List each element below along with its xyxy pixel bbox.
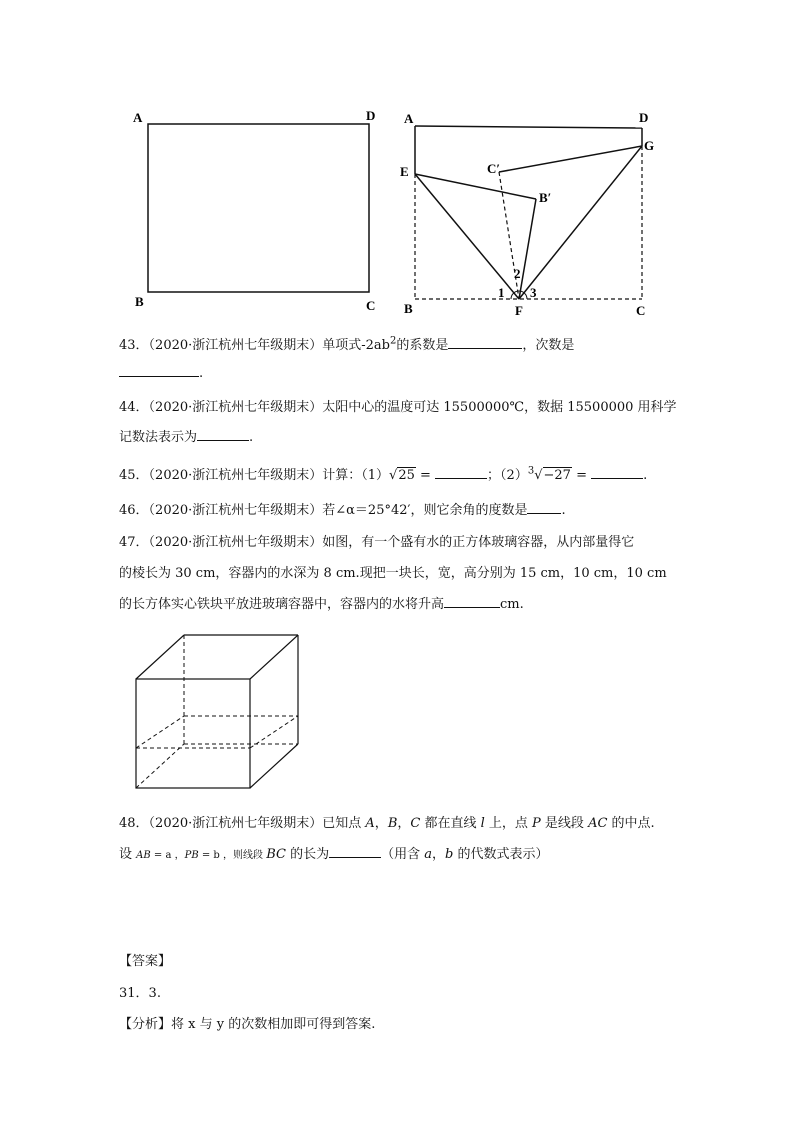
q43-sep: ，次数是 xyxy=(522,338,575,353)
question-43 xyxy=(119,334,574,353)
label-angle-3: 3 xyxy=(530,285,537,300)
q48-ab: AB xyxy=(136,850,151,861)
q45-end: . xyxy=(643,468,648,483)
q48-text-6: 设 xyxy=(119,847,137,862)
q48-comma-2: ， xyxy=(397,816,411,831)
label-f: F xyxy=(515,303,523,318)
q45-blank-2[interactable] xyxy=(591,466,643,479)
label-angle-1: 1 xyxy=(498,285,505,300)
question-47-line3 xyxy=(119,593,524,612)
q48-text-7: 的长为 xyxy=(285,847,330,862)
q46-prefix: 46．（2020·浙江杭州七年级期末）若∠α＝25°42′，则它余角的度数是 xyxy=(119,503,528,518)
analysis-text: 将 x 与 y 的次数相加即可得到答案. xyxy=(171,1017,376,1032)
label-g: G xyxy=(644,138,655,153)
q48-bc: BC xyxy=(266,847,286,862)
q44-blank[interactable] xyxy=(197,428,249,441)
question-48-line2 xyxy=(119,843,548,862)
q43-exponent: 2 xyxy=(390,335,397,347)
q48-point-c: C xyxy=(410,816,421,831)
figure-folded-rectangle xyxy=(395,100,670,325)
line-b-prime-f xyxy=(519,199,536,299)
q48-text-3: 上，点 xyxy=(484,816,533,831)
question-48-line1 xyxy=(119,812,655,831)
q48-comma-1: ， xyxy=(374,816,388,831)
label-c: C xyxy=(636,303,646,318)
line-gc-prime xyxy=(499,146,642,172)
q46-blank[interactable] xyxy=(527,501,561,514)
q48-point-p: P xyxy=(532,816,541,831)
answer-analysis xyxy=(119,1013,375,1032)
rectangle-abcd xyxy=(148,124,369,292)
q48-var-a: a xyxy=(424,847,432,862)
label-b: B xyxy=(404,301,413,316)
q48-var-b: b xyxy=(445,847,454,862)
q48-blank[interactable] xyxy=(329,845,381,858)
q45-blank-1[interactable] xyxy=(435,466,487,479)
answer-heading: 【答案】 xyxy=(119,954,172,969)
q48-text-5: 的中点. xyxy=(607,816,655,831)
label-d: D xyxy=(639,110,649,125)
q48-text-9: 的代数式表示） xyxy=(453,847,549,862)
q45-sqrt-25: √25 xyxy=(389,468,415,483)
q46-end: . xyxy=(561,503,566,518)
q45-cbrt: √−27 xyxy=(534,468,571,483)
label-angle-2: 2 xyxy=(514,266,521,281)
question-46 xyxy=(119,499,566,518)
q47-blank[interactable] xyxy=(444,595,500,608)
figure-cube-container xyxy=(128,630,308,795)
q48-comma-3: ， xyxy=(431,847,445,862)
q48-eq-a: = a ， xyxy=(150,850,185,861)
q47-line3: 的长方体实心铁块平放进玻璃容器中，容器内的水将升高 xyxy=(119,597,445,612)
question-47-line1: 47．（2020·浙江杭州七年级期末）如图，有一个盛有水的正方体玻璃容器，从内部量得它 xyxy=(119,535,635,550)
line-gf xyxy=(519,146,642,299)
q48-text-4: 是线段 xyxy=(540,816,589,831)
q48-eq-b: = b ，则线段 xyxy=(198,850,267,861)
q43-blank-degree[interactable] xyxy=(119,364,199,377)
q44-line2: 记数法表示为 xyxy=(119,430,198,445)
water-level-left xyxy=(136,716,184,748)
label-e: E xyxy=(400,164,409,179)
q48-line-l: l xyxy=(480,816,485,831)
q47-end: cm. xyxy=(500,597,524,612)
label-c-prime: C′ xyxy=(487,161,501,176)
q43-prefix: 43．（2020·浙江杭州七年级期末）单项式-2ab xyxy=(119,338,390,353)
q45-radicand-2: −27 xyxy=(543,468,571,483)
q48-text-8: （用含 xyxy=(381,847,425,862)
cube-edge-tl xyxy=(136,635,184,679)
question-43-line2 xyxy=(119,364,203,381)
q45-eq1: = xyxy=(415,468,436,483)
cube-edge-br xyxy=(250,744,298,788)
water-level-right xyxy=(250,716,298,748)
q45-prefix: 45．（2020·浙江杭州七年级期末）计算：（1） xyxy=(119,468,390,483)
q45-root-index: 3 xyxy=(527,465,535,477)
q45-eq2: = xyxy=(571,468,592,483)
q48-point-b: B xyxy=(387,816,398,831)
q43-blank-coefficient[interactable] xyxy=(448,336,522,349)
question-45 xyxy=(119,464,647,483)
question-44-line2 xyxy=(119,426,253,445)
q48-text-1: 48．（2020·浙江杭州七年级期末）已知点 xyxy=(119,816,366,831)
question-44-line1: 44．（2020·浙江杭州七年级期末）太阳中心的温度可达 15500000℃，数据 15500000 用科学 xyxy=(119,400,677,415)
question-47-line2: 的棱长为 30 cm，容器内的水深为 8 cm.现把一块长，宽，高分别为 15 cm，10 cm，10 cm xyxy=(119,566,667,581)
label-a: A xyxy=(404,111,414,126)
cube-hidden-bl xyxy=(136,744,184,788)
q44-end: . xyxy=(249,430,254,445)
q45-radicand-1: 25 xyxy=(398,468,415,483)
q48-segment-ac: AC xyxy=(588,816,608,831)
q43-end: . xyxy=(199,366,204,381)
q48-text-2: 都在直线 xyxy=(420,816,481,831)
cube-edge-tr xyxy=(250,635,298,679)
q48-pb: PB xyxy=(184,850,199,861)
label-b: B xyxy=(135,294,144,309)
q48-point-a: A xyxy=(365,816,375,831)
q43-mid: 的系数是 xyxy=(396,338,449,353)
label-d: D xyxy=(366,108,376,123)
analysis-tag: 【分析】 xyxy=(119,1017,172,1032)
figure-rectangle-abcd xyxy=(130,100,390,315)
label-b-prime: B′ xyxy=(539,190,552,205)
answer-item-31: 31．3. xyxy=(119,986,161,1001)
label-a: A xyxy=(133,110,143,125)
edge-ad xyxy=(415,126,642,128)
q45-sep: ；（2） xyxy=(487,468,528,483)
label-c: C xyxy=(366,298,376,313)
